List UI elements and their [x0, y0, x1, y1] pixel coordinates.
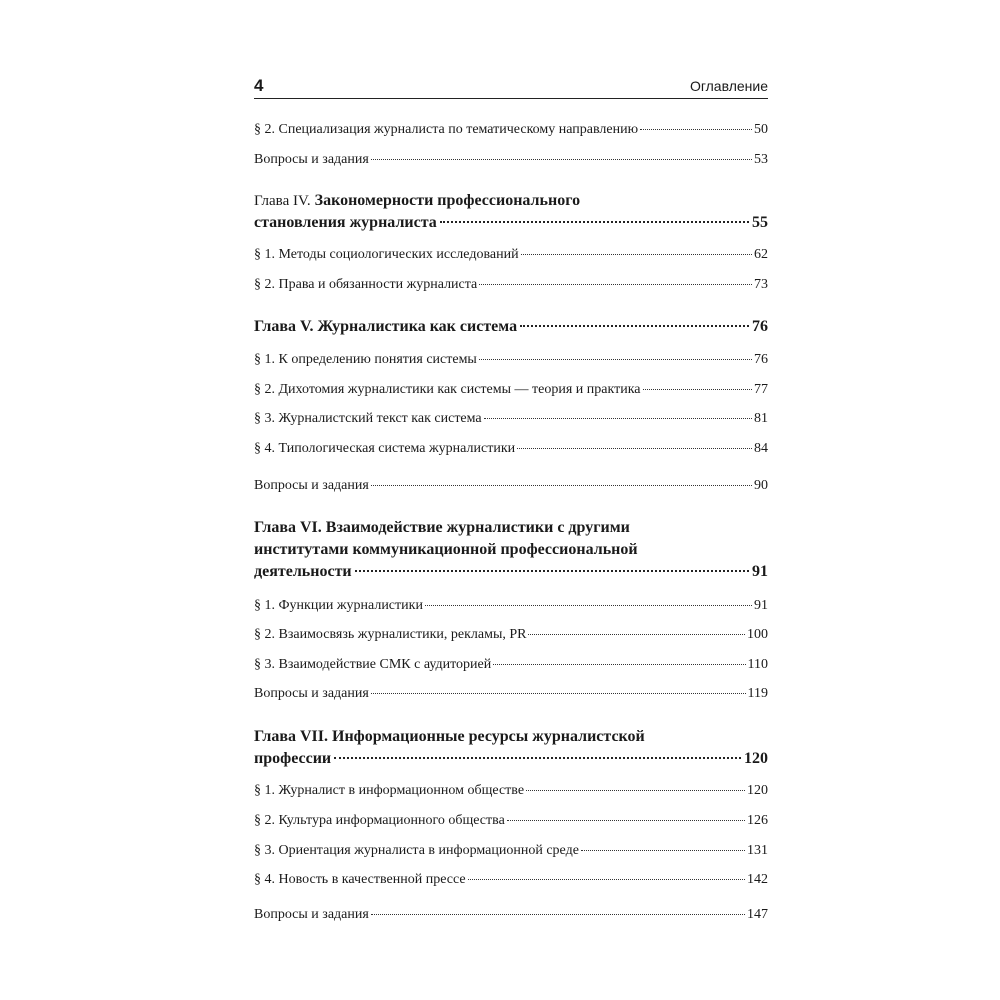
toc-entry — [254, 812, 768, 830]
toc-entry — [254, 276, 768, 294]
toc-entry — [254, 782, 768, 800]
dot-leader — [479, 283, 752, 285]
chapter-last-line — [254, 561, 768, 583]
toc-entry — [254, 381, 768, 399]
toc-entry-label: § 4. Новость в качественной прессе — [254, 872, 466, 887]
toc-entry-label: § 3. Взаимодействие СМК с аудиторией — [254, 657, 492, 672]
toc-entry-label: § 4. Типологическая система журналистики — [254, 441, 516, 456]
toc-chapter-iv — [254, 190, 768, 234]
toc-entry — [254, 440, 768, 458]
toc-entry-page: 120 — [747, 783, 768, 798]
toc-entry-page: 100 — [747, 627, 768, 642]
toc-entry-page: 62 — [754, 247, 768, 262]
dot-leader — [526, 789, 745, 791]
dot-leader — [507, 819, 745, 821]
toc-entry-page: 126 — [747, 813, 768, 828]
chapter-title: Закономерности профессионального — [314, 192, 581, 209]
toc-entry-page: 50 — [754, 122, 768, 137]
toc-entry-label: Вопросы и задания — [254, 152, 369, 167]
dot-leader — [371, 484, 752, 486]
dot-leader — [479, 358, 752, 360]
toc-entry — [254, 685, 768, 703]
toc-entry-label: § 3. Журналистский текст как система — [254, 411, 482, 426]
chapter-last-line — [254, 212, 768, 234]
toc-entry-label: § 2. Дихотомия журналистики как системы — теория и практика — [254, 382, 641, 397]
toc-entry — [254, 410, 768, 428]
running-head-title: Оглавление — [689, 78, 768, 94]
toc-entry-label: § 2. Права и обязанности журналиста — [254, 277, 478, 292]
toc-entry-label: § 3. Ориентация журналиста в информационной среде — [254, 843, 579, 858]
toc-entry-label: Вопросы и задания — [254, 907, 369, 922]
chapter-title-cont: деятельности — [254, 563, 352, 580]
toc-entry-label: § 1. Функции журналистики — [254, 598, 423, 613]
toc-entry-page: 73 — [754, 277, 768, 292]
toc-entry-page: 131 — [747, 843, 768, 858]
dot-leader — [581, 849, 745, 851]
chapter-last-line — [254, 316, 768, 338]
toc-entry — [254, 626, 768, 644]
dot-leader — [517, 447, 752, 449]
chapter-page: 55 — [752, 214, 768, 231]
toc-entry — [254, 351, 768, 369]
toc-entry-page: 76 — [754, 352, 768, 367]
toc-entry-page: 147 — [747, 907, 768, 922]
toc-chapter-vi — [254, 517, 768, 583]
toc-entry — [254, 871, 768, 889]
toc-entry — [254, 842, 768, 860]
toc-entry-page: 53 — [754, 152, 768, 167]
dot-leader — [371, 913, 745, 915]
toc-chapter-v — [254, 316, 768, 338]
chapter-line — [254, 190, 768, 212]
chapter-prefix: Глава IV. — [254, 193, 311, 209]
dot-leader — [493, 663, 745, 665]
dot-leader — [640, 128, 752, 130]
toc-entry — [254, 656, 768, 674]
toc-entry-page: 90 — [754, 478, 768, 493]
toc-entry-page: 142 — [747, 872, 768, 887]
dot-leader — [521, 253, 752, 255]
page-number: 4 — [254, 76, 264, 95]
chapter-title-cont: профессии — [254, 750, 332, 767]
toc-entry-page: 91 — [754, 598, 768, 613]
dot-leader — [334, 756, 741, 759]
toc-entry-label: § 1. К определению понятия системы — [254, 352, 477, 367]
dot-leader — [371, 692, 746, 694]
toc-entry-label: Вопросы и задания — [254, 686, 369, 701]
toc-entry — [254, 246, 768, 264]
chapter-page: 120 — [744, 750, 768, 767]
chapter-title: Глава VII. Информационные ресурсы журналистской — [254, 728, 645, 745]
toc-entry-label: § 1. Методы социологических исследований — [254, 247, 519, 262]
dot-leader — [484, 417, 752, 419]
toc-entry-page: 77 — [754, 382, 768, 397]
dot-leader — [468, 878, 745, 880]
dot-leader — [371, 158, 752, 160]
toc-entry-page: 81 — [754, 411, 768, 426]
chapter-title-cont: становления журналиста — [254, 214, 437, 231]
toc-entry-label: § 2. Специализация журналиста по тематическому направлению — [254, 122, 639, 137]
toc-entry — [254, 151, 768, 169]
chapter-title: Глава VI. Взаимодействие журналистики с другими — [254, 519, 630, 536]
toc-entry-page: 110 — [747, 657, 768, 672]
chapter-page: 91 — [752, 563, 768, 580]
dot-leader — [440, 220, 749, 223]
toc-entry — [254, 597, 768, 615]
dot-leader — [520, 324, 749, 327]
toc-chapter-vii — [254, 726, 768, 770]
dot-leader — [528, 633, 745, 635]
toc-entry-label: § 1. Журналист в информационном обществе — [254, 783, 525, 798]
dot-leader — [643, 388, 753, 390]
dot-leader — [355, 569, 749, 572]
dot-leader — [425, 604, 752, 606]
toc-entry-label: § 2. Взаимосвязь журналистики, рекламы, PR — [254, 627, 527, 642]
toc-entry — [254, 906, 768, 924]
toc-entry-label: § 2. Культура информационного общества — [254, 813, 505, 828]
running-head — [254, 74, 768, 99]
chapter-title-cont: институтами коммуникационной профессиональной — [254, 541, 638, 558]
book-page — [254, 0, 768, 1000]
toc-entry-page: 119 — [747, 686, 768, 701]
toc-entry — [254, 477, 768, 495]
toc-entry — [254, 121, 768, 139]
toc-entry-label: Вопросы и задания — [254, 478, 369, 493]
chapter-page: 76 — [752, 318, 768, 335]
chapter-last-line — [254, 748, 768, 770]
toc-entry-page: 84 — [754, 441, 768, 456]
chapter-title: Глава V. Журналистика как система — [254, 318, 518, 335]
